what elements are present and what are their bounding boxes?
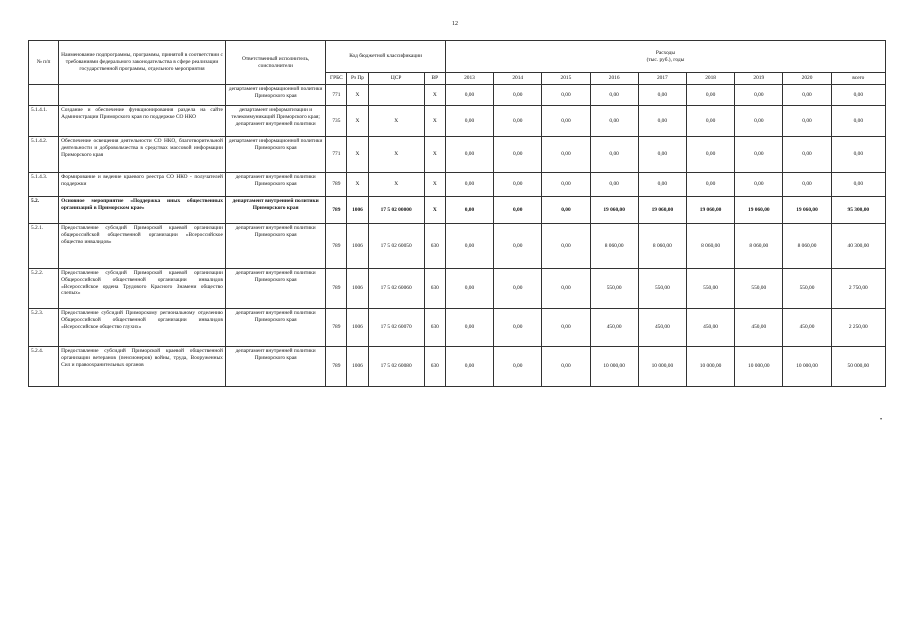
corner-mark: •	[880, 417, 883, 423]
row-value: 0,00	[445, 106, 493, 137]
header-num: № п/п	[29, 41, 59, 85]
header-code-col: ЦСР	[368, 73, 424, 85]
row-value: 0,00	[735, 173, 783, 197]
row-name: Предоставление субсидий Приморской краевой организации Общероссийской общественной организации инвалидов «Всероссийское ордена Трудового Красного Знамени общество слепых»	[59, 269, 226, 309]
row-value: 0,00	[542, 137, 590, 173]
row-responsible: департамент информатизации и телекоммуникаций Приморского края; департамент внутренней политики	[225, 106, 325, 137]
row-value: 95 300,00	[831, 197, 885, 224]
row-csr: 17 5 02 60050	[368, 224, 424, 269]
row-responsible: департамент внутренней политики Приморского края	[225, 173, 325, 197]
header-year-col: 2018	[686, 73, 734, 85]
row-vr: 630	[424, 269, 445, 309]
row-value: 19 060,00	[590, 197, 638, 224]
table-row	[29, 347, 886, 387]
header-costs-title: Расходы	[655, 49, 675, 56]
row-grbs: 789	[326, 224, 347, 269]
row-value: 19 060,00	[735, 197, 783, 224]
row-value: 0,00	[542, 269, 590, 309]
header-code-col: ВР	[424, 73, 445, 85]
row-num: 5.1.4.1.	[29, 106, 59, 137]
row-value: 0,00	[590, 173, 638, 197]
row-rzpr: X	[347, 137, 368, 173]
row-value: 0,00	[445, 137, 493, 173]
row-value: 0,00	[494, 173, 542, 197]
row-rzpr: 1006	[347, 197, 368, 224]
row-value: 0,00	[735, 106, 783, 137]
header-code-col: ГРБС	[326, 73, 347, 85]
budget-table	[28, 40, 886, 387]
row-rzpr: X	[347, 173, 368, 197]
header-year-col: 2013	[445, 73, 493, 85]
row-value: 450,00	[735, 309, 783, 347]
row-value: 0,00	[686, 85, 734, 106]
row-value: 0,00	[783, 173, 831, 197]
row-value: 50 000,00	[831, 347, 885, 387]
row-value: 0,00	[783, 85, 831, 106]
row-value: 8 060,00	[735, 224, 783, 269]
row-grbs: 789	[326, 309, 347, 347]
header-costs	[445, 41, 885, 73]
table-row	[29, 309, 886, 347]
row-grbs: 735	[326, 106, 347, 137]
row-value: 550,00	[783, 269, 831, 309]
row-csr: 17 5 02 60060	[368, 269, 424, 309]
row-value: 0,00	[638, 173, 686, 197]
row-value: 0,00	[445, 85, 493, 106]
row-value: 0,00	[831, 85, 885, 106]
row-value: 19 060,00	[783, 197, 831, 224]
row-csr: X	[368, 106, 424, 137]
row-value: 10 000,00	[735, 347, 783, 387]
row-value: 0,00	[445, 309, 493, 347]
row-value: 0,00	[783, 137, 831, 173]
row-value: 0,00	[494, 309, 542, 347]
row-responsible: департамент информационной политики Приморского края	[225, 137, 325, 173]
row-name: Предоставление субсидий Приморскому региональному отделению Общероссийской общественной организации инвалидов «Всероссийское общество глухих»	[59, 309, 226, 347]
table-row	[29, 224, 886, 269]
row-vr: X	[424, 197, 445, 224]
row-value: 0,00	[542, 173, 590, 197]
row-value: 19 060,00	[686, 197, 734, 224]
row-value: 0,00	[445, 224, 493, 269]
row-value: 19 060,00	[638, 197, 686, 224]
row-csr: 17 5 02 60080	[368, 347, 424, 387]
row-value: 0,00	[542, 197, 590, 224]
row-value: 8 060,00	[783, 224, 831, 269]
row-value: 0,00	[831, 106, 885, 137]
table-header	[29, 41, 886, 85]
header-responsible: Ответственный исполнитель, соисполнители	[225, 41, 325, 85]
row-value: 0,00	[831, 173, 885, 197]
table-row	[29, 173, 886, 197]
row-grbs: 789	[326, 347, 347, 387]
header-name: Наименование подпрограммы, программы, принятой в соответствии с требованиями федерального законодательства в сфере реализации государственной программы, отдельного мероприятия	[59, 41, 226, 85]
row-responsible: департамент внутренней политики Приморского края	[225, 224, 325, 269]
row-value: 8 060,00	[590, 224, 638, 269]
row-name: Создание и обеспечение функционирования раздела на сайте Администрации Приморского края по поддержке СО НКО	[59, 106, 226, 137]
row-name: Формирование и ведение краевого реестра СО НКО - получателей поддержки	[59, 173, 226, 197]
row-value: 0,00	[494, 85, 542, 106]
row-csr: X	[368, 137, 424, 173]
header-budget-code: Код бюджетной классификации	[326, 41, 446, 73]
row-value: 10 000,00	[590, 347, 638, 387]
row-value: 0,00	[638, 137, 686, 173]
row-grbs: 771	[326, 137, 347, 173]
row-value: 0,00	[590, 106, 638, 137]
table-row	[29, 137, 886, 173]
row-num: 5.2.	[29, 197, 59, 224]
row-value: 0,00	[494, 224, 542, 269]
row-rzpr: X	[347, 106, 368, 137]
table-row	[29, 269, 886, 309]
row-value: 550,00	[686, 269, 734, 309]
row-responsible: департамент информационной политики Приморского края	[225, 85, 325, 106]
page-number: 12	[452, 21, 458, 27]
row-rzpr: 1006	[347, 309, 368, 347]
row-num: 5.2.3.	[29, 309, 59, 347]
row-value: 0,00	[686, 137, 734, 173]
header-year-col: 2016	[590, 73, 638, 85]
row-num: 5.1.4.2.	[29, 137, 59, 173]
row-rzpr: 1006	[347, 347, 368, 387]
row-responsible: департамент внутренней политики Приморского края	[225, 309, 325, 347]
row-grbs: 789	[326, 197, 347, 224]
row-csr: X	[368, 173, 424, 197]
row-csr: 17 5 02 00000	[368, 197, 424, 224]
row-value: 0,00	[542, 106, 590, 137]
row-value: 0,00	[686, 106, 734, 137]
row-rzpr: 1006	[347, 269, 368, 309]
row-csr	[368, 85, 424, 106]
row-vr: 630	[424, 347, 445, 387]
row-vr: X	[424, 137, 445, 173]
row-grbs: 771	[326, 85, 347, 106]
row-value: 0,00	[445, 173, 493, 197]
row-rzpr: X	[347, 85, 368, 106]
row-value: 0,00	[686, 173, 734, 197]
table-body	[29, 85, 886, 387]
table-row	[29, 106, 886, 137]
row-value: 0,00	[494, 197, 542, 224]
row-value: 0,00	[494, 347, 542, 387]
row-value: 0,00	[494, 137, 542, 173]
row-value: 0,00	[445, 347, 493, 387]
row-grbs: 789	[326, 173, 347, 197]
row-value: 550,00	[735, 269, 783, 309]
table-row	[29, 197, 886, 224]
row-value: 0,00	[735, 85, 783, 106]
row-vr: 630	[424, 309, 445, 347]
row-value: 550,00	[590, 269, 638, 309]
row-value: 10 000,00	[783, 347, 831, 387]
row-rzpr: 1006	[347, 224, 368, 269]
row-value: 0,00	[638, 85, 686, 106]
row-value: 10 000,00	[638, 347, 686, 387]
row-responsible: департамент внутренней политики Приморского края	[225, 197, 325, 224]
header-year-col: 2014	[494, 73, 542, 85]
row-value: 0,00	[494, 269, 542, 309]
header-code-col: Рз Пр	[347, 73, 368, 85]
row-value: 0,00	[542, 347, 590, 387]
row-value: 2 750,00	[831, 269, 885, 309]
row-value: 550,00	[638, 269, 686, 309]
row-num: 5.2.2.	[29, 269, 59, 309]
header-year-col: 2017	[638, 73, 686, 85]
row-name: Предоставление субсидий Приморской краевой общественной организации ветеранов (пенсионеров) войны, труда, Вооруженных Сил и правоохранительных органов	[59, 347, 226, 387]
row-num	[29, 85, 59, 106]
row-value: 0,00	[590, 85, 638, 106]
row-value: 2 250,00	[831, 309, 885, 347]
header-year-col: 2015	[542, 73, 590, 85]
row-grbs: 789	[326, 269, 347, 309]
row-vr: 630	[424, 224, 445, 269]
row-value: 0,00	[638, 106, 686, 137]
row-responsible: департамент внутренней политики Приморского края	[225, 347, 325, 387]
row-responsible: департамент внутренней политики Приморского края	[225, 269, 325, 309]
row-value: 0,00	[445, 269, 493, 309]
table-row	[29, 85, 886, 106]
header-year-col: 2019	[735, 73, 783, 85]
row-value: 0,00	[445, 197, 493, 224]
header-year-col: всего	[831, 73, 885, 85]
row-vr: X	[424, 173, 445, 197]
row-value: 0,00	[542, 85, 590, 106]
row-name: Основное мероприятие «Поддержка иных общественных организаций в Приморском крае»	[59, 197, 226, 224]
row-value: 0,00	[831, 137, 885, 173]
row-name: Обеспечение освещения деятельности СО НКО, благотворительной деятельности и добровольчества в средствах массовой информации Приморского края	[59, 137, 226, 173]
row-value: 0,00	[542, 224, 590, 269]
row-vr: X	[424, 85, 445, 106]
row-value: 0,00	[783, 106, 831, 137]
row-value: 40 300,00	[831, 224, 885, 269]
row-name: Предоставление субсидий Приморской краевой организации общероссийской общественной организации «Всероссийское общество инвалидов»	[59, 224, 226, 269]
row-value: 450,00	[686, 309, 734, 347]
row-num: 5.2.1.	[29, 224, 59, 269]
header-costs-unit: (тыс. руб.), годы	[646, 56, 685, 63]
row-name	[59, 85, 226, 106]
row-num: 5.1.4.3.	[29, 173, 59, 197]
row-value: 0,00	[590, 137, 638, 173]
row-value: 0,00	[542, 309, 590, 347]
row-value: 450,00	[638, 309, 686, 347]
row-value: 8 060,00	[686, 224, 734, 269]
row-csr: 17 5 02 60070	[368, 309, 424, 347]
row-vr: X	[424, 106, 445, 137]
row-value: 0,00	[735, 137, 783, 173]
row-value: 10 000,00	[686, 347, 734, 387]
row-value: 450,00	[783, 309, 831, 347]
row-value: 0,00	[494, 106, 542, 137]
header-year-col: 2020	[783, 73, 831, 85]
row-value: 8 060,00	[638, 224, 686, 269]
row-num: 5.2.4.	[29, 347, 59, 387]
row-value: 450,00	[590, 309, 638, 347]
